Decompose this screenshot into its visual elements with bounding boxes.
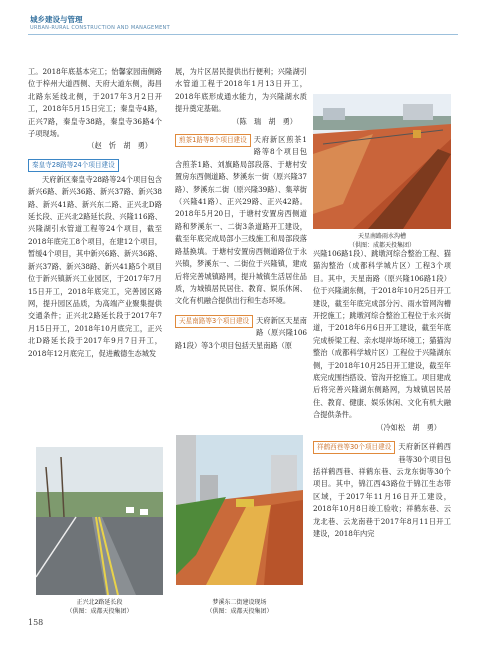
paragraph: 天府新区煎茶1路等8个项目包含煎茶1路、刘旗路局部段落、于塘村安置房东西侧道路、梦溪东一街（原兴隆37路）、梦溪东二街（原兴隆39路）、集萃街（兴隆41路）、正兴29路、正兴42路。2018年5月20日，于塘村安置房西侧道路和梦溪东一、二街3条道路开工建设，截至年底完成局部小三线施工和局部段落路基换填。于塘村安置房西侧道路位于永兴镇，梦溪东一、二街位于兴隆镇，建成后将完善城镇路网，提升城镇生活居住品质，为城镇居民居住、教育、娱乐休闲、文化有机融合提供出行和生态环境。 bbox=[175, 135, 307, 306]
photo-caption bbox=[176, 598, 303, 616]
header-rule bbox=[28, 34, 458, 35]
author-credit: （陈 瑞 胡 勇） bbox=[232, 116, 297, 126]
caption-title: 正兴北2路延长段 bbox=[76, 599, 123, 606]
paragraph: 天府新区秦皇寺28路等24个项目包含新兴6路、新兴36路、新兴37路、新兴38路、新兴41路、新兴东二路、正兴北D路延长段、正兴北2路延长段、兴隆116路、兴隆湖引水管道工程等24个项目，截至2018年底完工8个项目，在建12个项目，暂缓4个项目，其中新兴6路、新兴36路、新兴37路、新兴38路、新兴41路5个项目位于新兴镇新兴工业园区，于2017年7月15日开工，2018年底完工，完善园区路网，提升园区品质，为高端产业聚集提供交通条件；正兴北2路延长段于2017年7月15日开工，2018年10月底完工，正兴北D路延长段于2017年9月7日开工，2018年12月底完工，促进戴德生态城发 bbox=[28, 174, 162, 358]
photo-caption bbox=[313, 232, 451, 250]
section-tag: 天星南路等3个项目建设 bbox=[175, 315, 253, 328]
section-tag: 秦皇寺28路等24个项目建设 bbox=[28, 159, 119, 172]
caption-credit: （供图：成都天投集团） bbox=[66, 608, 133, 615]
header-title: 城乡建设与管理 bbox=[30, 15, 83, 24]
caption-title: 天星南路雨水沟槽 bbox=[357, 233, 406, 240]
section-tag: 煎茶1路等8个项目建设 bbox=[175, 134, 251, 147]
caption-credit: （供图：成都天投集团） bbox=[206, 608, 273, 615]
trench-photo bbox=[313, 94, 451, 229]
column-middle bbox=[175, 66, 307, 352]
paragraph: 展，为片区居民提供出行便利；兴隆湖引水管道工程于2018年1月13日开工，2018年底形成通水能力，为兴隆湖水质提升奠定基础。 bbox=[175, 67, 307, 114]
construction-site-photo bbox=[176, 435, 303, 585]
paragraph: 工。2018年底基本完工；怡馨家园南侧路位于梓州大道西侧、天府大道东侧，海昌北路东延线北侧，于2017年3月2日开工，2018年5月15日完工；秦皇寺4路，正兴7路，秦皇寺38路，秦皇寺36路4个子项现场。 bbox=[28, 67, 162, 139]
header-subtitle: URBAN-RURAL CONSTRUCTION AND MANAGEMENT bbox=[30, 25, 170, 31]
section-tag: 祥鹤西巷等30个项目建设 bbox=[313, 441, 395, 454]
photo-caption bbox=[36, 598, 163, 616]
author-credit: （冷如松 胡 勇） bbox=[376, 422, 441, 432]
road-photo bbox=[36, 447, 163, 595]
author-credit: （赵 忻 胡 勇） bbox=[87, 141, 152, 151]
column-left bbox=[28, 66, 162, 360]
paragraph: 天府新区祥鹤西巷等30个项目包括祥鹤西巷、祥鹤东巷、云龙东街等30个项目。其中，锦江西43路位于锦江生态带区域，于2017年11月16日开工建设，2018年10月8日竣工验收；祥鹤东巷、云龙北巷、云龙南巷于2017年8月11日开工建设，2018年内完 bbox=[313, 442, 451, 538]
paragraph: 天府新区天星南路（原兴隆106路1段）等3个项目包括天星南路（原 bbox=[175, 315, 307, 350]
column-right bbox=[313, 248, 451, 540]
caption-credit: （供图：成都天投集团） bbox=[348, 242, 415, 249]
caption-title: 梦溪东二街建设现场 bbox=[212, 599, 267, 606]
paragraph: 兴隆106路1段）、跳墩河综合整治工程、猫猫沟整治（成都科学城片区）工程3个项目。其中，天星南路（原兴隆106路1段）位于兴隆湖东侧，于2018年10月25日开工建设，截至年底完成部分污、雨水管网沟槽开挖施工；跳墩河综合整治工程位于永兴街道，于2018年6月6日开工建设，截至年底完成桥梁工程、亲水堤岸场环境工；猫猫沟整治（成都科学城片区）工程位于兴隆湖东侧，于2018年10月25日开工建设，截至年底完成围挡搭设、管沟开挖施工。项目建成后将完善兴隆湖东侧路网，为城镇居民居住、教育、健康、娱乐休闲、文化有机大融合提供条件。 bbox=[313, 249, 451, 420]
page-number: 158 bbox=[28, 618, 44, 627]
